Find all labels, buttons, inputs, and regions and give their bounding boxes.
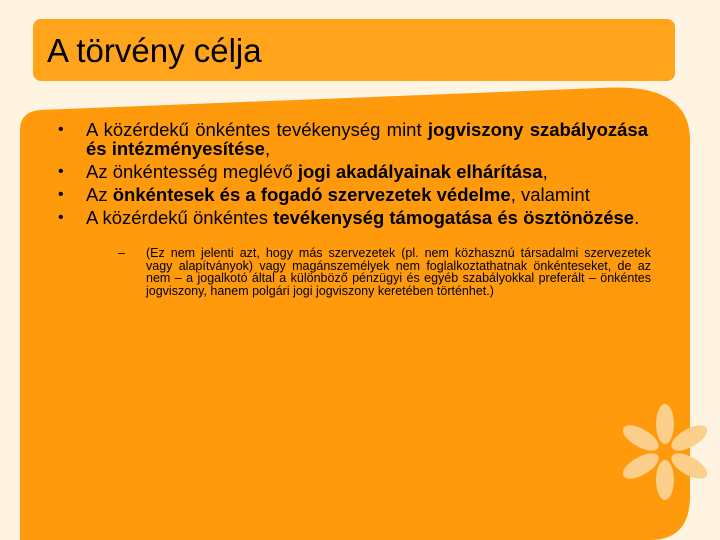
bullet-text-bold: jogi akadályainak elhárítása (297, 161, 543, 182)
bullet-marker: • (58, 186, 64, 203)
bullet-marker: • (58, 121, 64, 138)
bullet-list (56, 120, 648, 227)
bullet-item (56, 120, 648, 158)
bullet-text: . (634, 207, 640, 228)
bullet-text: A közérdekű önkéntes tevékenység mint (86, 119, 428, 140)
sub-bullet-marker: – (118, 246, 125, 260)
slide-content (56, 119, 651, 298)
bullet-text-bold: önkéntesek és a fogadó szervezetek védelme (112, 184, 511, 205)
bullet-text: Az önkéntesség meglévő (86, 161, 298, 182)
sub-bullet-text: (Ez nem jelenti azt, hogy más szervezetek (pl. nem közhasznú társadalmi szervezetek vagy alapítványok) vagy magánszemélyek nem foglalkoztathatnak önkénteseket, de az nem – a jogalkotó által a különböző pénzügyi és egyéb szabályokkal preferált – önkéntes jogviszony, hanem polgári jogi jogviszony keretében történhet.) (146, 246, 651, 298)
bullet-text: , (542, 161, 548, 182)
bullet-item (56, 185, 648, 204)
bullet-text-bold: jogviszony szabályozása és intézményesítése (86, 119, 648, 159)
bullet-text: , (264, 138, 271, 159)
bullet-marker: • (58, 209, 64, 226)
bullet-marker: • (58, 163, 64, 180)
sub-bullet (118, 247, 651, 297)
bullet-text: A közérdekű önkéntes (86, 207, 274, 228)
bullet-item (56, 162, 648, 181)
bullet-text-bold: tevékenység támogatása és ösztönözése (273, 207, 635, 228)
bullet-item (56, 208, 648, 227)
slide-title: A törvény célja (47, 32, 262, 69)
bullet-text: Az (86, 184, 113, 205)
bullet-text: , valamint (510, 184, 590, 205)
title-bar (33, 19, 675, 81)
